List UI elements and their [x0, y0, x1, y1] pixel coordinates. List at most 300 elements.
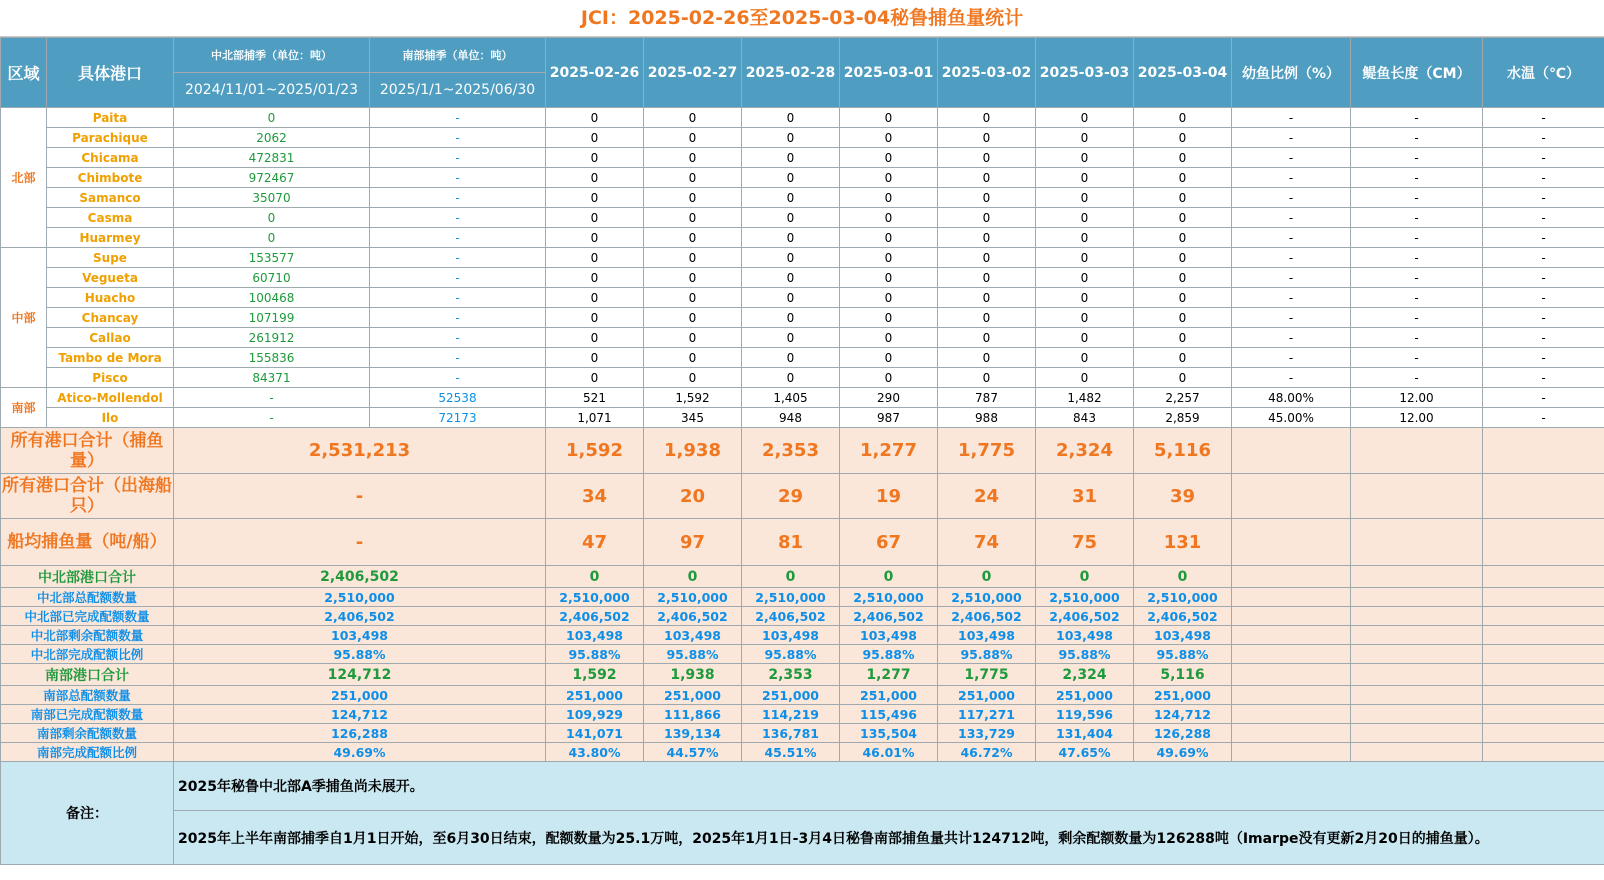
subtotal-daily-value: 2,353: [742, 664, 840, 686]
daily-catch-value: 948: [742, 408, 840, 428]
juvenile-ratio-value: -: [1232, 288, 1351, 308]
daily-catch-value: 0: [840, 228, 938, 248]
daily-catch-value: 0: [546, 188, 644, 208]
table-row: [1, 328, 1604, 348]
total-season-value: -: [174, 519, 546, 566]
subtotal-daily-value: 1,592: [546, 664, 644, 686]
subtotal-season-value: 49.69%: [174, 743, 546, 762]
daily-catch-value: 0: [840, 248, 938, 268]
subtotal-label: 南部剩余配额数量: [1, 724, 174, 743]
north-season-value: 0: [174, 108, 370, 128]
empty-cell: [1351, 705, 1483, 724]
daily-catch-value: 0: [840, 308, 938, 328]
juvenile-ratio-value: -: [1232, 328, 1351, 348]
header-juvenile-ratio: 幼鱼比例（%）: [1232, 38, 1351, 108]
catch-statistics-table: [0, 37, 1604, 865]
daily-catch-value: 0: [742, 228, 840, 248]
water-temp-value: -: [1483, 248, 1604, 268]
header-south-range: 2025/1/1~2025/06/30: [370, 73, 546, 108]
daily-catch-value: 0: [1036, 148, 1134, 168]
daily-catch-value: 0: [938, 108, 1036, 128]
total-daily-value: 2,353: [742, 428, 840, 474]
daily-catch-value: 0: [840, 188, 938, 208]
total-row: [1, 519, 1604, 566]
header-date: 2025-03-01: [840, 38, 938, 108]
subtotal-daily-value: 103,498: [1134, 626, 1232, 645]
north-season-value: 60710: [174, 268, 370, 288]
water-temp-value: -: [1483, 408, 1604, 428]
daily-catch-value: 0: [938, 168, 1036, 188]
header-date: 2025-03-02: [938, 38, 1036, 108]
daily-catch-value: 0: [938, 308, 1036, 328]
empty-cell: [1351, 607, 1483, 626]
table-row: [1, 248, 1604, 268]
daily-catch-value: 0: [1134, 228, 1232, 248]
subtotal-daily-value: 103,498: [644, 626, 742, 645]
subtotal-daily-value: 0: [742, 566, 840, 588]
empty-cell: [1351, 686, 1483, 705]
subtotal-daily-value: 95.88%: [840, 645, 938, 664]
daily-catch-value: 0: [840, 288, 938, 308]
port-name: Huacho: [47, 288, 174, 308]
daily-catch-value: 0: [644, 288, 742, 308]
total-daily-value: 1,938: [644, 428, 742, 474]
empty-cell: [1232, 588, 1351, 607]
north-season-value: 0: [174, 208, 370, 228]
port-name: Vegueta: [47, 268, 174, 288]
subtotal-daily-value: 49.69%: [1134, 743, 1232, 762]
port-name: Parachique: [47, 128, 174, 148]
table-row: [1, 168, 1604, 188]
daily-catch-value: 0: [840, 368, 938, 388]
subtotal-daily-value: 2,510,000: [938, 588, 1036, 607]
daily-catch-value: 0: [644, 168, 742, 188]
daily-catch-value: 0: [1134, 148, 1232, 168]
subtotal-row: [1, 743, 1604, 762]
empty-cell: [1483, 664, 1604, 686]
subtotal-daily-value: 2,406,502: [840, 607, 938, 626]
subtotal-daily-value: 126,288: [1134, 724, 1232, 743]
daily-catch-value: 0: [1036, 368, 1134, 388]
subtotal-row: [1, 705, 1604, 724]
subtotal-daily-value: 136,781: [742, 724, 840, 743]
daily-catch-value: 0: [644, 268, 742, 288]
subtotal-daily-value: 0: [1134, 566, 1232, 588]
empty-cell: [1232, 607, 1351, 626]
subtotal-daily-value: 2,406,502: [644, 607, 742, 626]
subtotal-label: 南部完成配额比例: [1, 743, 174, 762]
subtotal-row: [1, 645, 1604, 664]
daily-catch-value: 0: [1036, 308, 1134, 328]
table-row: [1, 408, 1604, 428]
total-daily-value: 1,775: [938, 428, 1036, 474]
anchovy-length-value: -: [1351, 328, 1483, 348]
table-row: [1, 128, 1604, 148]
south-season-value: -: [370, 168, 546, 188]
water-temp-value: -: [1483, 348, 1604, 368]
total-season-value: -: [174, 474, 546, 519]
port-name: Chicama: [47, 148, 174, 168]
daily-catch-value: 0: [840, 168, 938, 188]
north-season-value: 153577: [174, 248, 370, 268]
daily-catch-value: 290: [840, 388, 938, 408]
total-daily-value: 5,116: [1134, 428, 1232, 474]
daily-catch-value: 0: [1036, 288, 1134, 308]
south-season-value: -: [370, 208, 546, 228]
empty-cell: [1232, 519, 1351, 566]
empty-cell: [1232, 474, 1351, 519]
juvenile-ratio-value: -: [1232, 108, 1351, 128]
anchovy-length-value: -: [1351, 308, 1483, 328]
daily-catch-value: 0: [742, 328, 840, 348]
daily-catch-value: 0: [1134, 328, 1232, 348]
north-season-value: 84371: [174, 368, 370, 388]
daily-catch-value: 0: [1134, 368, 1232, 388]
notes-line: 2025年秘鲁中北部A季捕鱼尚未展开。: [174, 762, 1604, 811]
daily-catch-value: 0: [742, 208, 840, 228]
daily-catch-value: 0: [1036, 188, 1134, 208]
subtotal-daily-value: 2,510,000: [1134, 588, 1232, 607]
daily-catch-value: 0: [742, 108, 840, 128]
daily-catch-value: 988: [938, 408, 1036, 428]
total-daily-value: 131: [1134, 519, 1232, 566]
port-name: Callao: [47, 328, 174, 348]
daily-catch-value: 0: [1036, 248, 1134, 268]
subtotal-daily-value: 45.51%: [742, 743, 840, 762]
daily-catch-value: 0: [1134, 288, 1232, 308]
water-temp-value: -: [1483, 228, 1604, 248]
region-label: 南部: [1, 388, 47, 428]
table-row: [1, 368, 1604, 388]
water-temp-value: -: [1483, 288, 1604, 308]
total-daily-value: 67: [840, 519, 938, 566]
subtotal-label: 中北部港口合计: [1, 566, 174, 588]
subtotal-daily-value: 2,406,502: [938, 607, 1036, 626]
subtotal-daily-value: 43.80%: [546, 743, 644, 762]
anchovy-length-value: -: [1351, 208, 1483, 228]
total-season-value: 2,531,213: [174, 428, 546, 474]
daily-catch-value: 0: [644, 108, 742, 128]
daily-catch-value: 345: [644, 408, 742, 428]
water-temp-value: -: [1483, 168, 1604, 188]
table-row: [1, 228, 1604, 248]
daily-catch-value: 1,482: [1036, 388, 1134, 408]
juvenile-ratio-value: -: [1232, 308, 1351, 328]
subtotal-daily-value: 139,134: [644, 724, 742, 743]
port-name: Ilo: [47, 408, 174, 428]
subtotal-daily-value: 115,496: [840, 705, 938, 724]
juvenile-ratio-value: -: [1232, 208, 1351, 228]
south-season-value: -: [370, 188, 546, 208]
header-date: 2025-03-04: [1134, 38, 1232, 108]
empty-cell: [1483, 626, 1604, 645]
total-daily-value: 39: [1134, 474, 1232, 519]
subtotal-daily-value: 95.88%: [1134, 645, 1232, 664]
daily-catch-value: 0: [546, 348, 644, 368]
empty-cell: [1351, 519, 1483, 566]
subtotal-daily-value: 111,866: [644, 705, 742, 724]
anchovy-length-value: -: [1351, 108, 1483, 128]
table-row: [1, 388, 1604, 408]
port-name: Paita: [47, 108, 174, 128]
table-row: [1, 188, 1604, 208]
juvenile-ratio-value: -: [1232, 368, 1351, 388]
total-daily-value: 20: [644, 474, 742, 519]
subtotal-daily-value: 251,000: [546, 686, 644, 705]
header-date: 2025-03-03: [1036, 38, 1134, 108]
daily-catch-value: 0: [938, 268, 1036, 288]
daily-catch-value: 0: [546, 328, 644, 348]
subtotal-daily-value: 0: [546, 566, 644, 588]
empty-cell: [1232, 705, 1351, 724]
total-daily-value: 31: [1036, 474, 1134, 519]
subtotal-daily-value: 2,406,502: [1036, 607, 1134, 626]
empty-cell: [1232, 428, 1351, 474]
subtotal-row: [1, 724, 1604, 743]
water-temp-value: -: [1483, 128, 1604, 148]
anchovy-length-value: -: [1351, 188, 1483, 208]
subtotal-daily-value: 251,000: [938, 686, 1036, 705]
daily-catch-value: 0: [1036, 168, 1134, 188]
daily-catch-value: 1,405: [742, 388, 840, 408]
total-daily-value: 24: [938, 474, 1036, 519]
empty-cell: [1232, 686, 1351, 705]
juvenile-ratio-value: -: [1232, 228, 1351, 248]
daily-catch-value: 0: [1134, 248, 1232, 268]
daily-catch-value: 0: [644, 188, 742, 208]
subtotal-daily-value: 0: [840, 566, 938, 588]
subtotal-daily-value: 251,000: [644, 686, 742, 705]
north-season-value: 472831: [174, 148, 370, 168]
anchovy-length-value: -: [1351, 168, 1483, 188]
daily-catch-value: 0: [938, 328, 1036, 348]
empty-cell: [1483, 588, 1604, 607]
anchovy-length-value: 12.00: [1351, 408, 1483, 428]
subtotal-label: 中北部剩余配额数量: [1, 626, 174, 645]
total-row: [1, 474, 1604, 519]
region-label: 中部: [1, 248, 47, 388]
daily-catch-value: 0: [546, 288, 644, 308]
south-season-value: -: [370, 368, 546, 388]
table-row: [1, 288, 1604, 308]
port-name: Chimbote: [47, 168, 174, 188]
table-row: [1, 268, 1604, 288]
subtotal-daily-value: 95.88%: [938, 645, 1036, 664]
notes-label: 备注：: [1, 762, 174, 865]
subtotal-daily-value: 2,406,502: [742, 607, 840, 626]
port-name: Tambo de Mora: [47, 348, 174, 368]
north-season-value: 155836: [174, 348, 370, 368]
subtotal-daily-value: 2,406,502: [1134, 607, 1232, 626]
total-daily-value: 2,324: [1036, 428, 1134, 474]
daily-catch-value: 0: [742, 368, 840, 388]
juvenile-ratio-value: -: [1232, 348, 1351, 368]
daily-catch-value: 0: [644, 368, 742, 388]
subtotal-row: [1, 686, 1604, 705]
daily-catch-value: 0: [546, 268, 644, 288]
empty-cell: [1483, 474, 1604, 519]
daily-catch-value: 0: [546, 368, 644, 388]
empty-cell: [1232, 626, 1351, 645]
water-temp-value: -: [1483, 148, 1604, 168]
subtotal-daily-value: 95.88%: [546, 645, 644, 664]
water-temp-value: -: [1483, 208, 1604, 228]
empty-cell: [1483, 566, 1604, 588]
subtotal-season-value: 124,712: [174, 664, 546, 686]
subtotal-label: 中北部已完成配额数量: [1, 607, 174, 626]
subtotal-daily-value: 124,712: [1134, 705, 1232, 724]
daily-catch-value: 0: [742, 248, 840, 268]
port-name: Huarmey: [47, 228, 174, 248]
subtotal-daily-value: 0: [938, 566, 1036, 588]
daily-catch-value: 0: [840, 208, 938, 228]
table-row: [1, 148, 1604, 168]
subtotal-daily-value: 44.57%: [644, 743, 742, 762]
juvenile-ratio-value: -: [1232, 188, 1351, 208]
anchovy-length-value: -: [1351, 268, 1483, 288]
daily-catch-value: 0: [546, 148, 644, 168]
daily-catch-value: 521: [546, 388, 644, 408]
empty-cell: [1483, 743, 1604, 762]
daily-catch-value: 0: [546, 108, 644, 128]
daily-catch-value: 0: [1036, 268, 1134, 288]
daily-catch-value: 0: [644, 328, 742, 348]
subtotal-season-value: 2,510,000: [174, 588, 546, 607]
subtotal-daily-value: 103,498: [1036, 626, 1134, 645]
subtotal-label: 南部总配额数量: [1, 686, 174, 705]
water-temp-value: -: [1483, 368, 1604, 388]
daily-catch-value: 0: [1036, 228, 1134, 248]
daily-catch-value: 0: [742, 268, 840, 288]
daily-catch-value: 0: [742, 308, 840, 328]
subtotal-daily-value: 2,510,000: [644, 588, 742, 607]
water-temp-value: -: [1483, 388, 1604, 408]
daily-catch-value: 0: [1134, 128, 1232, 148]
total-daily-value: 19: [840, 474, 938, 519]
north-season-value: 261912: [174, 328, 370, 348]
south-season-value: 52538: [370, 388, 546, 408]
daily-catch-value: 0: [1134, 208, 1232, 228]
empty-cell: [1232, 645, 1351, 664]
daily-catch-value: 0: [546, 168, 644, 188]
subtotal-daily-value: 2,510,000: [546, 588, 644, 607]
total-label: 船均捕鱼量（吨/船）: [1, 519, 174, 566]
subtotal-daily-value: 95.88%: [644, 645, 742, 664]
daily-catch-value: 0: [546, 208, 644, 228]
empty-cell: [1483, 607, 1604, 626]
total-daily-value: 34: [546, 474, 644, 519]
subtotal-daily-value: 135,504: [840, 724, 938, 743]
subtotal-daily-value: 1,277: [840, 664, 938, 686]
empty-cell: [1483, 519, 1604, 566]
daily-catch-value: 0: [840, 128, 938, 148]
total-daily-value: 97: [644, 519, 742, 566]
empty-cell: [1483, 705, 1604, 724]
subtotal-daily-value: 2,510,000: [840, 588, 938, 607]
subtotal-daily-value: 109,929: [546, 705, 644, 724]
daily-catch-value: 0: [742, 168, 840, 188]
north-season-value: 972467: [174, 168, 370, 188]
table-row: [1, 348, 1604, 368]
south-season-value: -: [370, 148, 546, 168]
daily-catch-value: 0: [938, 228, 1036, 248]
total-label: 所有港口合计（捕鱼量）: [1, 428, 174, 474]
total-daily-value: 1,592: [546, 428, 644, 474]
south-season-value: -: [370, 248, 546, 268]
subtotal-daily-value: 46.72%: [938, 743, 1036, 762]
daily-catch-value: 0: [840, 328, 938, 348]
subtotal-daily-value: 103,498: [546, 626, 644, 645]
anchovy-length-value: -: [1351, 228, 1483, 248]
subtotal-daily-value: 114,219: [742, 705, 840, 724]
subtotal-season-value: 103,498: [174, 626, 546, 645]
daily-catch-value: 0: [1036, 328, 1134, 348]
subtotal-daily-value: 5,116: [1134, 664, 1232, 686]
anchovy-length-value: -: [1351, 368, 1483, 388]
subtotal-season-value: 95.88%: [174, 645, 546, 664]
total-daily-value: 47: [546, 519, 644, 566]
south-season-value: -: [370, 328, 546, 348]
subtotal-daily-value: 95.88%: [742, 645, 840, 664]
daily-catch-value: 0: [1134, 348, 1232, 368]
total-daily-value: 29: [742, 474, 840, 519]
total-daily-value: 81: [742, 519, 840, 566]
north-season-value: -: [174, 408, 370, 428]
anchovy-length-value: -: [1351, 348, 1483, 368]
subtotal-season-value: 2,406,502: [174, 607, 546, 626]
daily-catch-value: 0: [742, 148, 840, 168]
daily-catch-value: 0: [840, 108, 938, 128]
subtotal-season-value: 126,288: [174, 724, 546, 743]
daily-catch-value: 0: [644, 248, 742, 268]
header-date: 2025-02-28: [742, 38, 840, 108]
empty-cell: [1351, 724, 1483, 743]
juvenile-ratio-value: -: [1232, 268, 1351, 288]
subtotal-season-value: 251,000: [174, 686, 546, 705]
port-name: Supe: [47, 248, 174, 268]
subtotal-daily-value: 47.65%: [1036, 743, 1134, 762]
north-season-value: 100468: [174, 288, 370, 308]
empty-cell: [1483, 686, 1604, 705]
water-temp-value: -: [1483, 268, 1604, 288]
subtotal-label: 南部港口合计: [1, 664, 174, 686]
empty-cell: [1351, 566, 1483, 588]
daily-catch-value: 0: [1036, 108, 1134, 128]
notes-row: [1, 811, 1604, 865]
page-title: JCI：2025-02-26至2025-03-04秘鲁捕鱼量统计: [0, 0, 1604, 37]
subtotal-row: [1, 664, 1604, 686]
empty-cell: [1483, 645, 1604, 664]
subtotal-daily-value: 1,938: [644, 664, 742, 686]
north-season-value: -: [174, 388, 370, 408]
daily-catch-value: 0: [1134, 168, 1232, 188]
daily-catch-value: 0: [644, 208, 742, 228]
south-season-value: 72173: [370, 408, 546, 428]
daily-catch-value: 1,071: [546, 408, 644, 428]
daily-catch-value: 0: [938, 288, 1036, 308]
juvenile-ratio-value: -: [1232, 148, 1351, 168]
empty-cell: [1232, 664, 1351, 686]
subtotal-daily-value: 117,271: [938, 705, 1036, 724]
daily-catch-value: 0: [938, 128, 1036, 148]
daily-catch-value: 0: [840, 148, 938, 168]
subtotal-label: 南部已完成配额数量: [1, 705, 174, 724]
subtotal-daily-value: 2,510,000: [742, 588, 840, 607]
subtotal-daily-value: 251,000: [1036, 686, 1134, 705]
anchovy-length-value: -: [1351, 288, 1483, 308]
daily-catch-value: 0: [644, 348, 742, 368]
daily-catch-value: 0: [938, 148, 1036, 168]
